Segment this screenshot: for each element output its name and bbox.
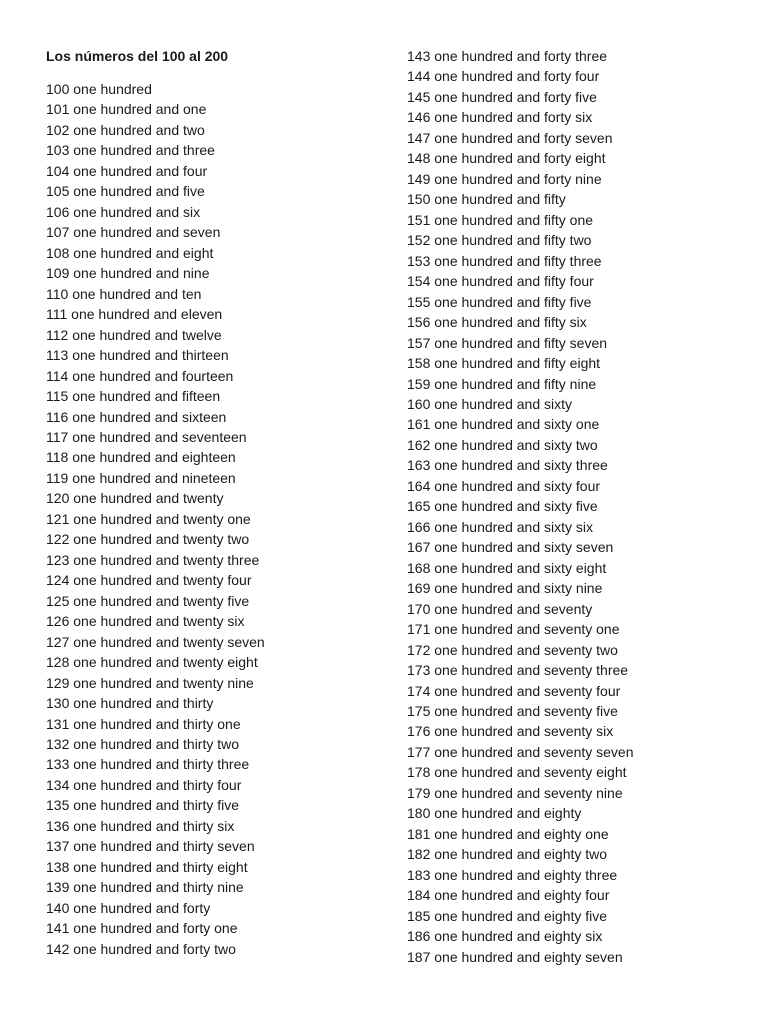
- number-list-item: 146 one hundred and forty six: [407, 109, 593, 126]
- number-list-item: 124 one hundred and twenty four: [46, 572, 252, 589]
- number-list-item: 130 one hundred and thirty: [46, 695, 214, 712]
- number-list-item: 187 one hundred and eighty seven: [407, 948, 623, 965]
- number-list-item: 160 one hundred and sixty: [407, 395, 573, 412]
- number-list-item: 137 one hundred and thirty seven: [46, 838, 255, 855]
- number-list-item: 181 one hundred and eighty one: [407, 825, 609, 842]
- number-list-item: 133 one hundred and thirty three: [46, 756, 250, 773]
- number-list-item: 121 one hundred and twenty one: [46, 510, 251, 527]
- number-list-item: 163 one hundred and sixty three: [407, 457, 608, 474]
- number-list-item: 164 one hundred and sixty four: [407, 477, 601, 494]
- number-list-item: 114 one hundred and fourteen: [46, 367, 234, 384]
- number-list-item: 154 one hundred and fifty four: [407, 273, 594, 290]
- number-list-item: 128 one hundred and twenty eight: [46, 654, 258, 671]
- number-list-item: 161 one hundred and sixty one: [407, 416, 600, 433]
- number-list-item: 122 one hundred and twenty two: [46, 531, 250, 548]
- number-list-item: 127 one hundred and twenty seven: [46, 633, 265, 650]
- number-list-item: 139 one hundred and thirty nine: [46, 879, 244, 896]
- number-list-item: 101 one hundred and one: [46, 101, 207, 118]
- number-list-item: 178 one hundred and seventy eight: [407, 764, 627, 781]
- number-list-right-column: [407, 46, 634, 967]
- number-list-item: 158 one hundred and fifty eight: [407, 355, 601, 372]
- number-list-item: 102 one hundred and two: [46, 121, 205, 138]
- number-list-item: 150 one hundred and fifty: [407, 191, 566, 208]
- number-list-item: 172 one hundred and seventy two: [407, 641, 618, 658]
- number-list-item: 115 one hundred and fifteen: [46, 388, 221, 405]
- number-list-item: 131 one hundred and thirty one: [46, 715, 241, 732]
- number-list-item: 134 one hundred and thirty four: [46, 776, 242, 793]
- number-list-item: 157 one hundred and fifty seven: [407, 334, 608, 351]
- number-list-item: 167 one hundred and sixty seven: [407, 539, 614, 556]
- number-list-item: 182 one hundred and eighty two: [407, 846, 608, 863]
- number-list-item: 153 one hundred and fifty three: [407, 252, 602, 269]
- number-list-item: 108 one hundred and eight: [46, 244, 214, 261]
- number-list-item: 185 one hundred and eighty five: [407, 907, 608, 924]
- number-list-item: 168 one hundred and sixty eight: [407, 559, 607, 576]
- number-list-item: 106 one hundred and six: [46, 203, 201, 220]
- number-list-item: 149 one hundred and forty nine: [407, 170, 602, 187]
- number-list-item: 107 one hundred and seven: [46, 224, 221, 241]
- number-list-item: 159 one hundred and fifty nine: [407, 375, 597, 392]
- number-list-item: 156 one hundred and fifty six: [407, 314, 587, 331]
- number-list-item: 183 one hundred and eighty three: [407, 866, 618, 883]
- number-list-item: 151 one hundred and fifty one: [407, 211, 594, 228]
- number-list-item: 140 one hundred and forty: [46, 899, 211, 916]
- number-list-item: 138 one hundred and thirty eight: [46, 858, 248, 875]
- number-list-item: 109 one hundred and nine: [46, 265, 210, 282]
- number-list-item: 135 one hundred and thirty five: [46, 797, 240, 814]
- number-list-item: 152 one hundred and fifty two: [407, 232, 592, 249]
- number-list-item: 180 one hundred and eighty: [407, 805, 582, 822]
- number-list-item: 119 one hundred and nineteen: [46, 469, 236, 486]
- number-list-item: 173 one hundred and seventy three: [407, 662, 629, 679]
- number-list-item: 100 one hundred: [46, 81, 152, 97]
- number-list-item: 113 one hundred and thirteen: [46, 347, 229, 364]
- number-list-item: 123 one hundred and twenty three: [46, 551, 260, 568]
- number-list-item: 105 one hundred and five: [46, 183, 205, 200]
- number-list-item: 148 one hundred and forty eight: [407, 150, 606, 167]
- number-list-item: 184 one hundred and eighty four: [407, 887, 610, 904]
- number-list-item: 171 one hundred and seventy one: [407, 621, 620, 638]
- number-list-item: 170 one hundred and seventy: [407, 600, 593, 617]
- number-list-item: 129 one hundred and twenty nine: [46, 674, 254, 691]
- number-list-item: 144 one hundred and forty four: [407, 68, 600, 85]
- number-list-item: 162 one hundred and sixty two: [407, 436, 598, 453]
- number-list-item: 136 one hundred and thirty six: [46, 817, 235, 834]
- number-list-item: 166 one hundred and sixty six: [407, 518, 594, 535]
- number-list-item: 186 one hundred and eighty six: [407, 928, 603, 945]
- number-list-item: 117 one hundred and seventeen: [46, 428, 247, 445]
- number-list-item: 110 one hundred and ten: [46, 285, 202, 302]
- number-list-item: 176 one hundred and seventy six: [407, 723, 614, 740]
- number-list-item: 104 one hundred and four: [46, 162, 208, 179]
- number-list-item: 120 one hundred and twenty: [46, 490, 224, 507]
- number-list-item: 179 one hundred and seventy nine: [407, 784, 623, 801]
- number-list-item: 145 one hundred and forty five: [407, 88, 597, 105]
- number-list-item: 155 one hundred and fifty five: [407, 293, 592, 310]
- number-list-item: 112 one hundred and twelve: [46, 326, 222, 343]
- number-list-item: 169 one hundred and sixty nine: [407, 580, 603, 597]
- number-list-item: 126 one hundred and twenty six: [46, 613, 245, 630]
- number-list-item: 141 one hundred and forty one: [46, 920, 238, 937]
- number-list-left-column: [46, 79, 265, 959]
- number-list-item: 142 one hundred and forty two: [46, 940, 236, 957]
- number-list-item: 111 one hundred and eleven: [46, 306, 223, 323]
- number-list-item: 103 one hundred and three: [46, 142, 215, 159]
- number-list-item: 165 one hundred and sixty five: [407, 498, 598, 515]
- number-list-item: 143 one hundred and forty three: [407, 48, 608, 64]
- number-list-item: 132 one hundred and thirty two: [46, 736, 240, 752]
- number-list-item: 177 one hundred and seventy seven: [407, 743, 634, 760]
- number-list-item: 118 one hundred and eighteen: [46, 449, 236, 466]
- number-list-item: 125 one hundred and twenty five: [46, 592, 250, 609]
- number-list-item: 175 one hundred and seventy five: [407, 703, 618, 719]
- number-list-item: 116 one hundred and sixteen: [46, 408, 227, 425]
- number-list-item: 147 one hundred and forty seven: [407, 129, 613, 146]
- page-title: Los números del 100 al 200: [46, 48, 229, 64]
- number-list-item: 174 one hundred and seventy four: [407, 682, 621, 699]
